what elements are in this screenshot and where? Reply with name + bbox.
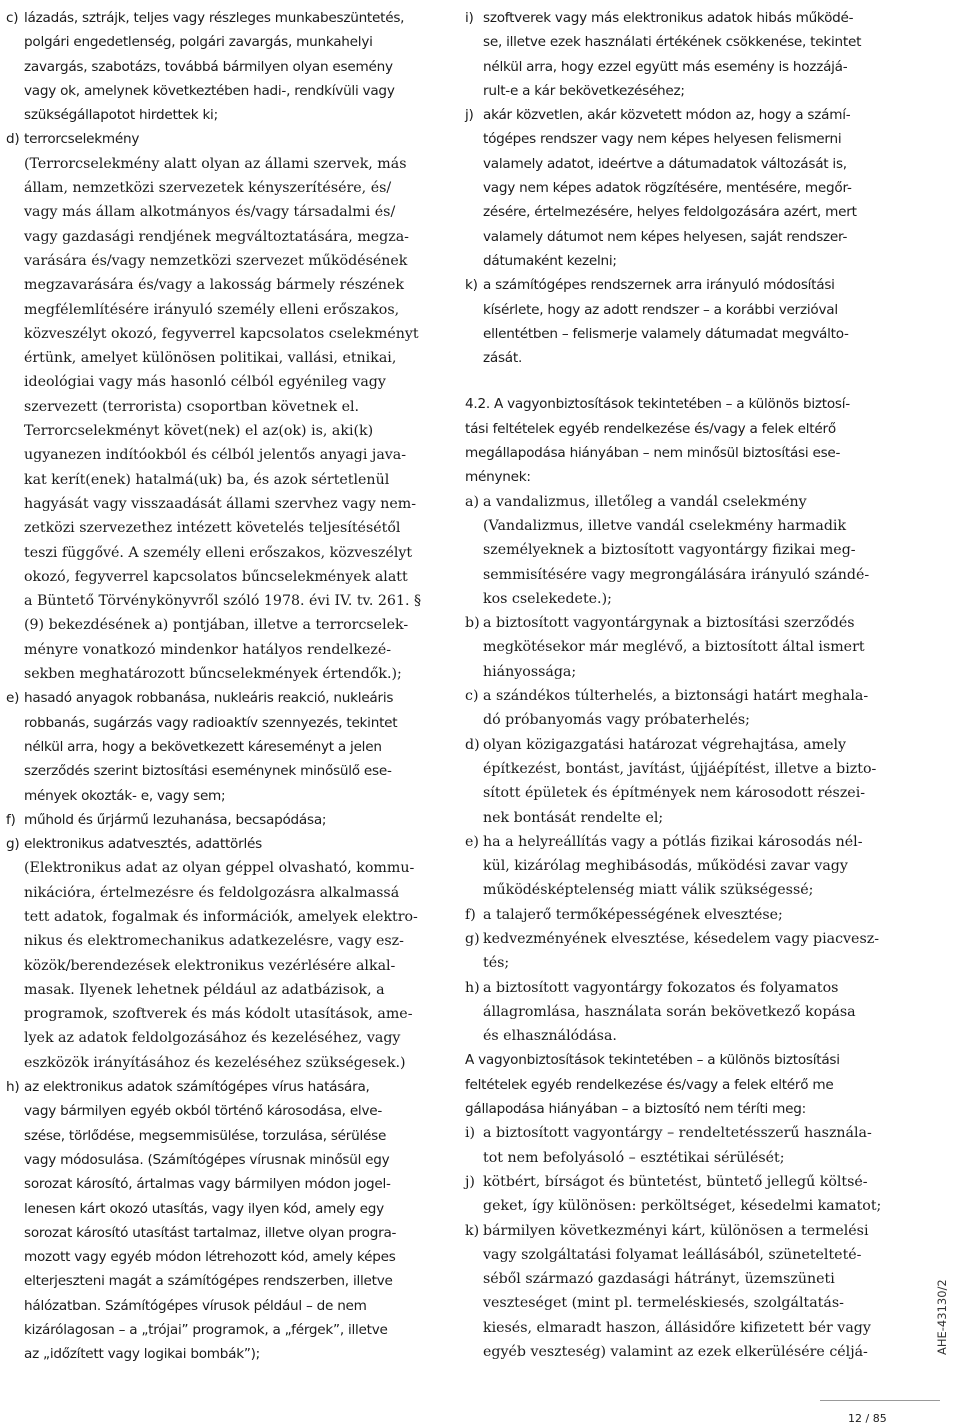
list-item: [465, 1121, 905, 1170]
list-item-c: [6, 6, 426, 127]
footer-rule: [820, 1400, 940, 1401]
item-text: kötbért, bírságot és büntetést, büntető jellegű költsé- geket, így különösen: perköltséget, késedelmi kamatot;: [483, 1173, 882, 1215]
nonrefund-intro: A vagyonbiztosítások tekintetében – a különös biztosítási feltételek egyéb rendelkezése és/vagy a felek eltérő me gállapodása hiányában – a biztosító nem téríti meg:: [465, 1052, 840, 1118]
item-label: i): [465, 1125, 476, 1142]
item-text: a szándékos túlterhelés, a biztonsági határt meghala- dó próbanyomás vagy próbaterhelés;: [483, 688, 869, 729]
page-number: 12 / 85: [848, 1412, 887, 1425]
item-text: hasadó anyagok robbanása, nukleáris reakció, nukleáris robbanás, sugárzás vagy radioaktív szennyezés, tekintet nélkül arra, hogy a bekövetkezett káreseményt a jelen szerződés szerint biztosítási eseménynek minősülő ese- mények okozták- e, vagy sem;: [24, 690, 398, 804]
list-item-i: [465, 6, 905, 103]
item-text: a biztosított vagyontárgy fokozatos és folyamatos állagromlása, használata során bekövetkező kopása és elhasználódása.: [483, 979, 856, 1045]
item-label: j): [465, 1173, 475, 1190]
exclusion-list: [465, 490, 905, 1049]
item-label: f): [465, 906, 476, 923]
list-item: [465, 611, 905, 684]
item-text: akár közvetlen, akár közvetett módon az, hogy a számí- tógépes rendszer vagy nem képes helyesen felismerni valamely adatot, ideértve a dátumadatok változását is, vagy nem képes adatok rögzítésére, mentésére, megőr- zésére, értelmezésére, helyes feldolgozására azért, mert valamely dátumot nem képes helyesen, saját rendszer- dátumaként kezelni;: [483, 107, 857, 269]
electronic-data-definition: (Elektronikus adat az olyan géppel olvasható, kommu- nikációra, értelmezésre és feldolgozásra alkalmassá tett adatok, fogalmak és információk, amelyek elektro- nikus és elektromechanikus adatkezelésre, vagy esz- közök/berendezések elektronikus vezérlésére alkal- masak. Ilyenek lehetnek például az adatbázisok, a programok, szoftverek és más kódolt utasítások, ame- lyek az adatok feldolgozásához és kezeléséhez, vagy eszközök irányításához és kezeléséhez szükségesek.): [24, 860, 418, 1071]
item-label: i): [465, 10, 474, 26]
list-item-e: [6, 686, 426, 807]
list-item: [465, 830, 905, 903]
list-item-d: [6, 127, 426, 151]
item-label: c): [465, 688, 479, 705]
list-item-j: [465, 103, 905, 273]
document-code: AHE-43130/2: [935, 1279, 949, 1355]
item-label: e): [465, 833, 479, 850]
item-text: elektronikus adatvesztés, adattörlés: [24, 836, 262, 853]
item-label: d): [6, 131, 20, 148]
item-text: a számítógépes rendszernek arra irányuló módosítási kísérlete, hogy az adott rendszer – a korábbi verzióval ellentétben – felismerje valamely dátumadat megválto- zását.: [483, 277, 849, 367]
nonrefund-list: [465, 1121, 905, 1364]
item-label: e): [6, 690, 20, 707]
left-column: [6, 6, 426, 1367]
item-text: a biztosított vagyontárgy – rendeltetésszerű használa- tot nem befolyásoló – esztétikai sérülését;: [483, 1125, 872, 1166]
item-text: műhold és űrjármű lezuhanása, becsapódása;: [24, 811, 327, 828]
list-item-h: [6, 1075, 426, 1367]
list-item: [465, 903, 905, 927]
item-text: a vandalizmus, illetőleg a vandál cselekmény (Vandalizmus, illetve vandál cselekmény harmadik személyeknek a biztosított vagyontárgy fizikai meg- semmisítésére vagy megrongálására irányuló szándé- kos cselekedete.);: [483, 493, 870, 607]
list-item: [465, 1170, 905, 1219]
item-label: c): [6, 10, 19, 26]
item-label: b): [465, 615, 480, 632]
section-4-2-intro: 4.2. A vagyonbiztosítások tekintetében – a különös biztosí- tási feltételek egyéb rendelkezése és/vagy a felek eltérő megállapodása hiányában – nem minősül biztosítási ese- ménynek:: [465, 396, 850, 486]
item-label: a): [465, 493, 479, 510]
list-item: [465, 733, 905, 830]
item-text: szoftverek vagy más elektronikus adatok hibás működé- se, illetve ezek használati értékének csökkenése, tekintet nélkül arra, hogy ezzel együtt más esemény is hozzájá- rult-e a kár bekövetkezéséhez;: [483, 10, 862, 99]
list-item: [465, 976, 905, 1049]
item-label: f): [6, 811, 16, 828]
item-label: d): [465, 736, 480, 753]
right-column: [465, 6, 905, 1364]
item-label: g): [6, 836, 20, 853]
item-label: h): [465, 979, 480, 996]
item-text: terrorcselekmény: [24, 131, 140, 148]
list-item-k: [465, 273, 905, 370]
item-label: h): [6, 1079, 20, 1096]
item-text: a biztosított vagyontárgynak a biztosítási szerződés megkötésekor már meglévő, a biztosított által ismert hiányossága;: [483, 615, 865, 680]
list-item-f: [6, 808, 426, 832]
item-label: g): [465, 930, 480, 947]
item-text: ha a helyreállítás vagy a pótlás fizikai károsodás nél- kül, kizárólag meghibásodás, működési zavar vagy működésképtelenség miatt válik szükségessé;: [483, 833, 863, 899]
list-item: [465, 1219, 905, 1365]
item-text: a talajerő termőképességének elvesztése;: [483, 906, 783, 923]
item-label: k): [465, 1222, 480, 1239]
item-text: olyan közigazgatási határozat végrehajtása, amely építkezést, bontást, javítást, újjáépítést, illetve a bizto- sított épületek és építmények nem károsodott részei- nek bontását rendelte el;: [483, 736, 877, 826]
list-item: [465, 927, 905, 976]
list-item: [465, 684, 905, 733]
item-label: k): [465, 277, 478, 294]
list-item-g: [6, 832, 426, 856]
terror-definition: (Terrorcselekmény alatt olyan az állami szervek, más állam, nemzetközi szervezetek kényszerítésére, és/ vagy más állam alkotmányos és/vagy társadalmi és/ vagy gazdasági rendjének megváltoztatására, megza- varására és/vagy nemzetközi szervezet működésének megzavarására és/vagy a lakosság bármely részének megfélemlítésére irányuló személy elleni erőszakos, közveszélyt okozó, fegyverrel kapcsolatos cselekményt értünk, amelyet különösen politikai, vallási, etnikai, ideológiai vagy más hasonló célból egyénileg vagy szervezett (terrorista) csoportban követnek el. Terrorcselekményt követ(nek) el az(ok) is, aki(k) ugyanezen indítóokból és célból jelentős anyagi java- kat kerít(enek) hatalmá(uk) ba, és azok sértetlenül hagyását vagy visszaadását állami szervhez vagy nem- zetközi szervezethez intézett követelés teljesítésétől teszi függővé. A személy elleni erőszakos, közveszélyt okozó, fegyverrel kapcsolatos bűncselekmények alatt a Büntető Törvénykönyvről szóló 1978. évi IV. tv. 261. § (9) bekezdésének a) pontjában, illetve a terrorcselek- ményre vonatkozó mindenkor hatályos rendelkezé- sekben meghatározott bűncselekmények értendők.);: [24, 155, 422, 683]
item-text: az elektronikus adatok számítógépes vírus hatására, vagy bármilyen egyéb okból történő károsodása, elve- szése, törlődése, megsemmisülése, torzulása, sérülése vagy módosulása. (Számítógépes vírusnak minősül egy sorozat károsító, ártalmas vagy bármilyen módon jogel- lenesen kárt okozó utasítás, vagy ilyen kód, amely egy sorozat károsító utasítást tartalmaz, illetve olyan progra- mozott vagy egyéb módon létrehozott kód, amely képes elterjeszteni magát a számítógépes rendszerben, illetve hálózatban. Számítógépes vírusok például – de nem kizárólagosan – a „trójai” programok, a „férgek”, illetve az „időzített vagy logikai bombák”);: [24, 1079, 397, 1363]
item-text: kedvezményének elvesztése, késedelem vagy piacvesz- tés;: [483, 930, 880, 972]
item-text: lázadás, sztrájk, teljes vagy részleges munkabeszüntetés, polgári engedetlenség, polgári zavargás, munkahelyi zavargás, szabotázs, továbbá bármilyen olyan esemény vagy ok, amelynek következtében hadi-, rendkívüli vagy szükségállapotot hirdettek ki;: [24, 10, 405, 124]
item-text: bármilyen következményi kárt, különösen a termelési vagy szolgáltatási folyamat leállásából, szünetelteté- séből származó gazdasági hátrányt, üzemszüneti veszteséget (mint pl. termeléskiesés, szolgáltatás- kiesés, elmaradt haszon, állásidőre kifizetett bér vagy egyéb veszteség) valamint az ezek elkerülésére céljá-: [483, 1222, 871, 1361]
item-label: j): [465, 107, 474, 124]
list-item: [465, 490, 905, 611]
